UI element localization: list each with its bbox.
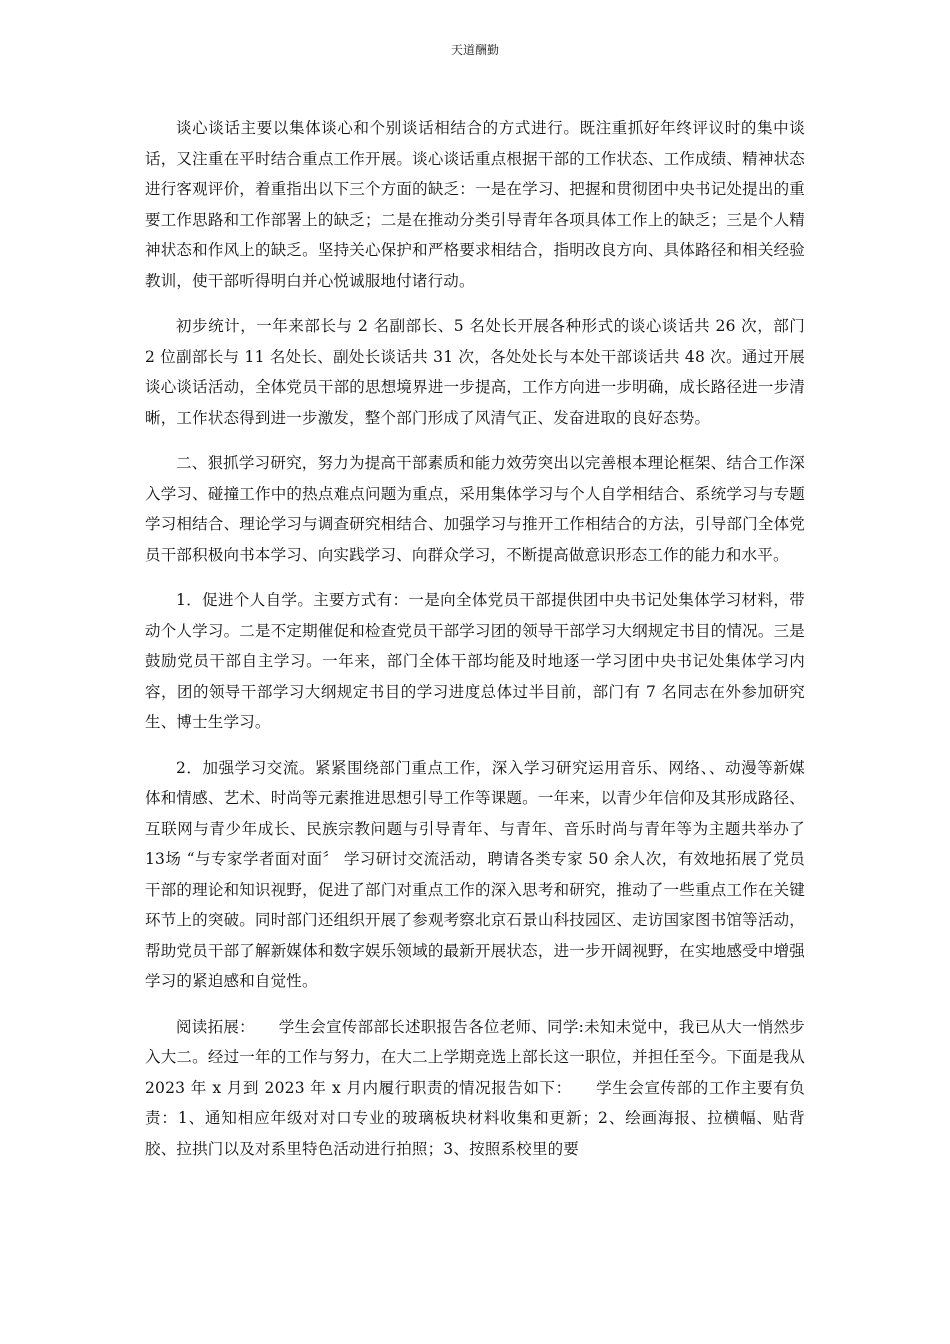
paragraph-self-study: 1．促进个人自学。主要方式有：一是向全体党员干部提供团中央书记处集体学习材料，带动个人学习。二是不定期催促和检查党员干部学习团的领导干部学习大纲规定书目的情况。三是鼓励党员干部自主学习。一年来，部门全体干部均能及时地逐一学习团中央书记处集体学习内容，团的领导干部学习大纲规定书目的学习进度总体过半目前，部门有 7 名同志在外参加研究生、博士生学习。 <box>145 591 805 731</box>
paragraph-statistics: 初步统计，一年来部长与 2 名副部长、5 名处长开展各种形式的谈心谈话共 26 次，部门 2 位副部长与 11 名处长、副处长谈话共 31 次，各处处长与本处干部谈话共 48 次。通过开展谈心谈话活动，全体党员干部的思想境界进一步提高，工作方向进一步明确，成长路径进一步清晰，工作状态得到进一步激发，整个部门形成了风清气正、发奋进取的良好态势。 <box>145 317 805 427</box>
paragraph-study-exchange: 2．加强学习交流。紧紧围绕部门重点工作，深入学习研究运用音乐、网络、、动漫等新媒体和情感、艺术、时尚等元素推进思想引导工作等课题。一年来，以青少年信仰及其形成路径、互联网与青少年成长、民族宗教问题与引导青年、与青年、音乐时尚与青年等为主题共举办了 13场 “与专家学者面对面〞 学习研讨交流活动，聘请各类专家 50 余人次，有效地拓展了党员干部的理论和知识视野，促进了部门对重点工作的深入思考和研究，推动了一些重点工作在关键环节上的突破。同时部门还组织开展了参观考察北京石景山科技园区、走访国家图书馆等活动，帮助党员干部了解新媒体和数字娱乐领域的最新开展状态，进一步开阔视野，在实地感受中增强学习的紧迫感和自觉性。 <box>145 758 805 990</box>
document-body <box>145 113 805 1179</box>
paragraph-heart-to-heart-method: 谈心谈话主要以集体谈心和个别谈话相结合的方式进行。既注重抓好年终评议时的集中谈话，又注重在平时结合重点工作开展。谈心谈话重点根据干部的工作状态、工作成绩、精神状态进行客观评价，着重指出以下三个方面的缺乏：一是在学习、把握和贯彻团中央书记处提出的重要工作思路和工作部署上的缺乏；二是在推动分类引导青年各项具体工作上的缺乏；三是个人精神状态和作风上的缺乏。坚持关心保护和严格要求相结合，指明改良方向、具体路径和相关经验教训，使干部听得明白并心悦诚服地付诸行动。 <box>145 119 805 290</box>
paragraph-further-reading: 阅读拓展： 学生会宣传部部长述职报告各位老师、同学:未知未觉中，我已从大一悄然步入大二。经过一年的工作与努力，在大二上学期竞选上部长这一职位，并担任至今。下面是我从 2023 年 x 月到 2023 年 x 月内履行职责的情况报告如下： 学生会宣传部的工作主要有负责：1、通知相应年级对对口专业的玻璃板块材料收集和更新；2、绘画海报、拉横幅、贴背胶、拉拱门以及对系里特色活动进行拍照；3、按照系校里的要 <box>145 1017 805 1158</box>
paragraph-study-research: 二、狠抓学习研究，努力为提高干部素质和能力效劳突出以完善根本理论框架、结合工作深入学习、碰撞工作中的热点难点问题为重点，采用集体学习与个人自学相结合、系统学习与专题学习相结合、理论学习与调查研究相结合、加强学习与推开工作相结合的方法，引导部门全体党员干部积极向书本学习、向实践学习、向群众学习，不断提高做意识形态工作的能力和水平。 <box>145 454 805 564</box>
page-header: 天道酬勤 <box>450 43 499 57</box>
